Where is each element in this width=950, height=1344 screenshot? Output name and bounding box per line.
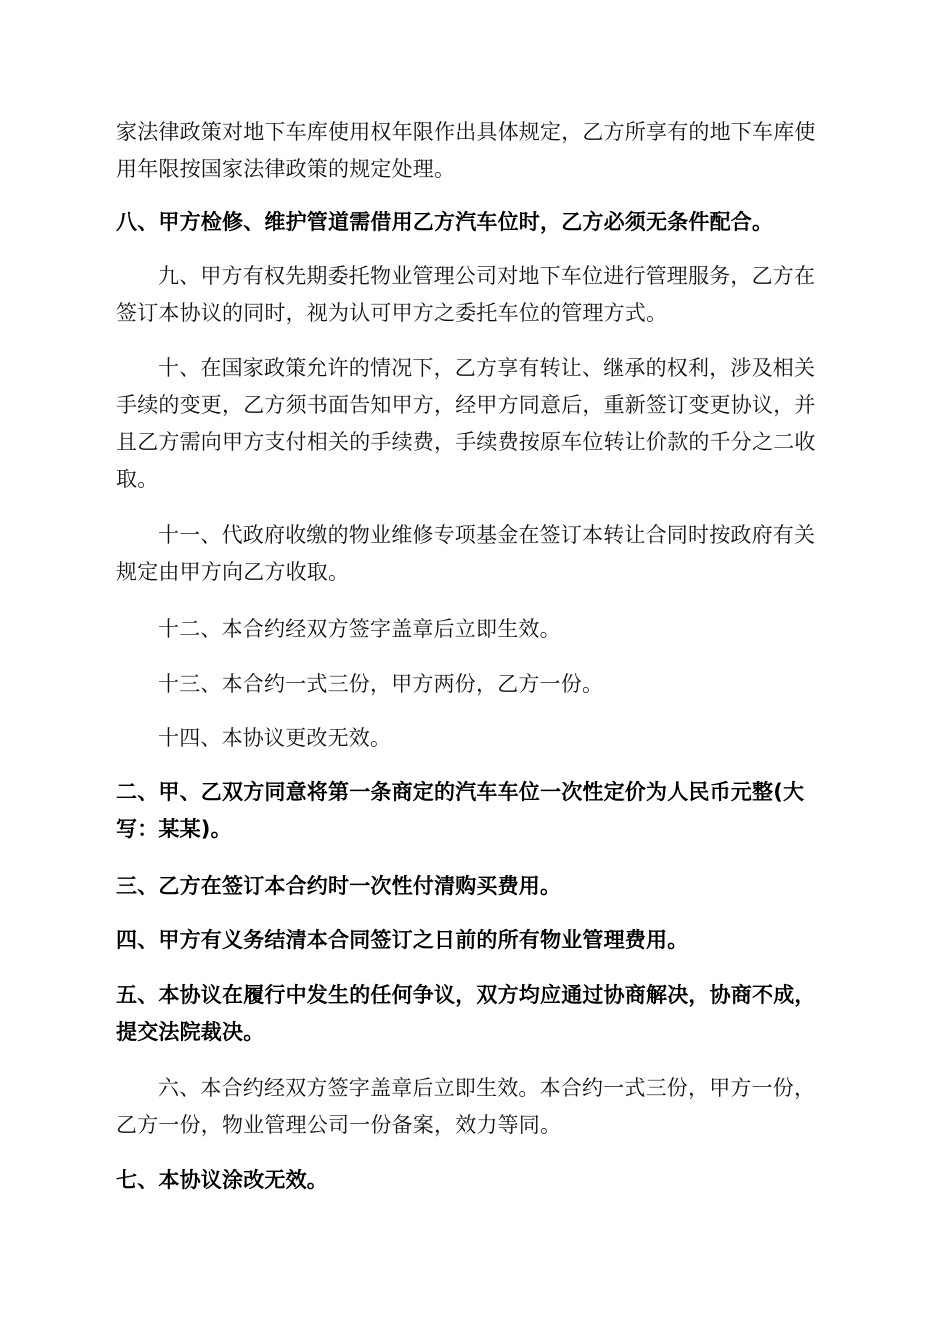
clause-2: 二、甲、乙双方同意将第一条商定的汽车车位一次性定价为人民币元整(大写：某某)。 xyxy=(116,780,805,841)
clause-12: 十二、本合约经双方签字盖章后立即生效。 xyxy=(158,617,561,641)
clause-11: 十一、代政府收缴的物业维修专项基金在签订本转让合同时按政府有关规定由甲方向乙方收取。 xyxy=(116,523,816,584)
clause-9: 九、甲方有权先期委托物业管理公司对地下车位进行管理服务，乙方在签订本协议的同时，视为认可甲方之委托车位的管理方式。 xyxy=(116,264,816,325)
clause-13: 十三、本合约一式三份，甲方两份，乙方一份。 xyxy=(158,672,604,696)
clause-14: 十四、本协议更改无效。 xyxy=(158,726,392,750)
clause-7: 七、本协议涂改无效。 xyxy=(116,1168,328,1192)
clause-10: 十、在国家政策允许的情况下，乙方享有转让、继承的权利，涉及相关手续的变更，乙方须书面告知甲方，经甲方同意后，重新签订变更协议，并且乙方需向甲方支付相关的手续费，手续费按原车位转让价款的千分之二收取。 xyxy=(116,356,816,491)
clause-8: 八、甲方检修、维护管道需借用乙方汽车位时，乙方必须无条件配合。 xyxy=(116,210,774,234)
clause-3: 三、乙方在签订本合约时一次性付清购买费用。 xyxy=(116,874,562,898)
clause-6: 六、本合约经双方签字盖章后立即生效。本合约一式三份，甲方一份，乙方一份，物业管理公司一份备案，效力等同。 xyxy=(116,1076,816,1137)
clause-5: 五、本协议在履行中发生的任何争议，双方均应通过协商解决，协商不成，提交法院裁决。 xyxy=(116,983,816,1044)
paragraph-continuation: 家法律政策对地下车库使用权年限作出具体规定，乙方所享有的地下车库使用年限按国家法律政策的规定处理。 xyxy=(116,120,816,181)
clause-4: 四、甲方有义务结清本合同签订之日前的所有物业管理费用。 xyxy=(116,928,689,952)
